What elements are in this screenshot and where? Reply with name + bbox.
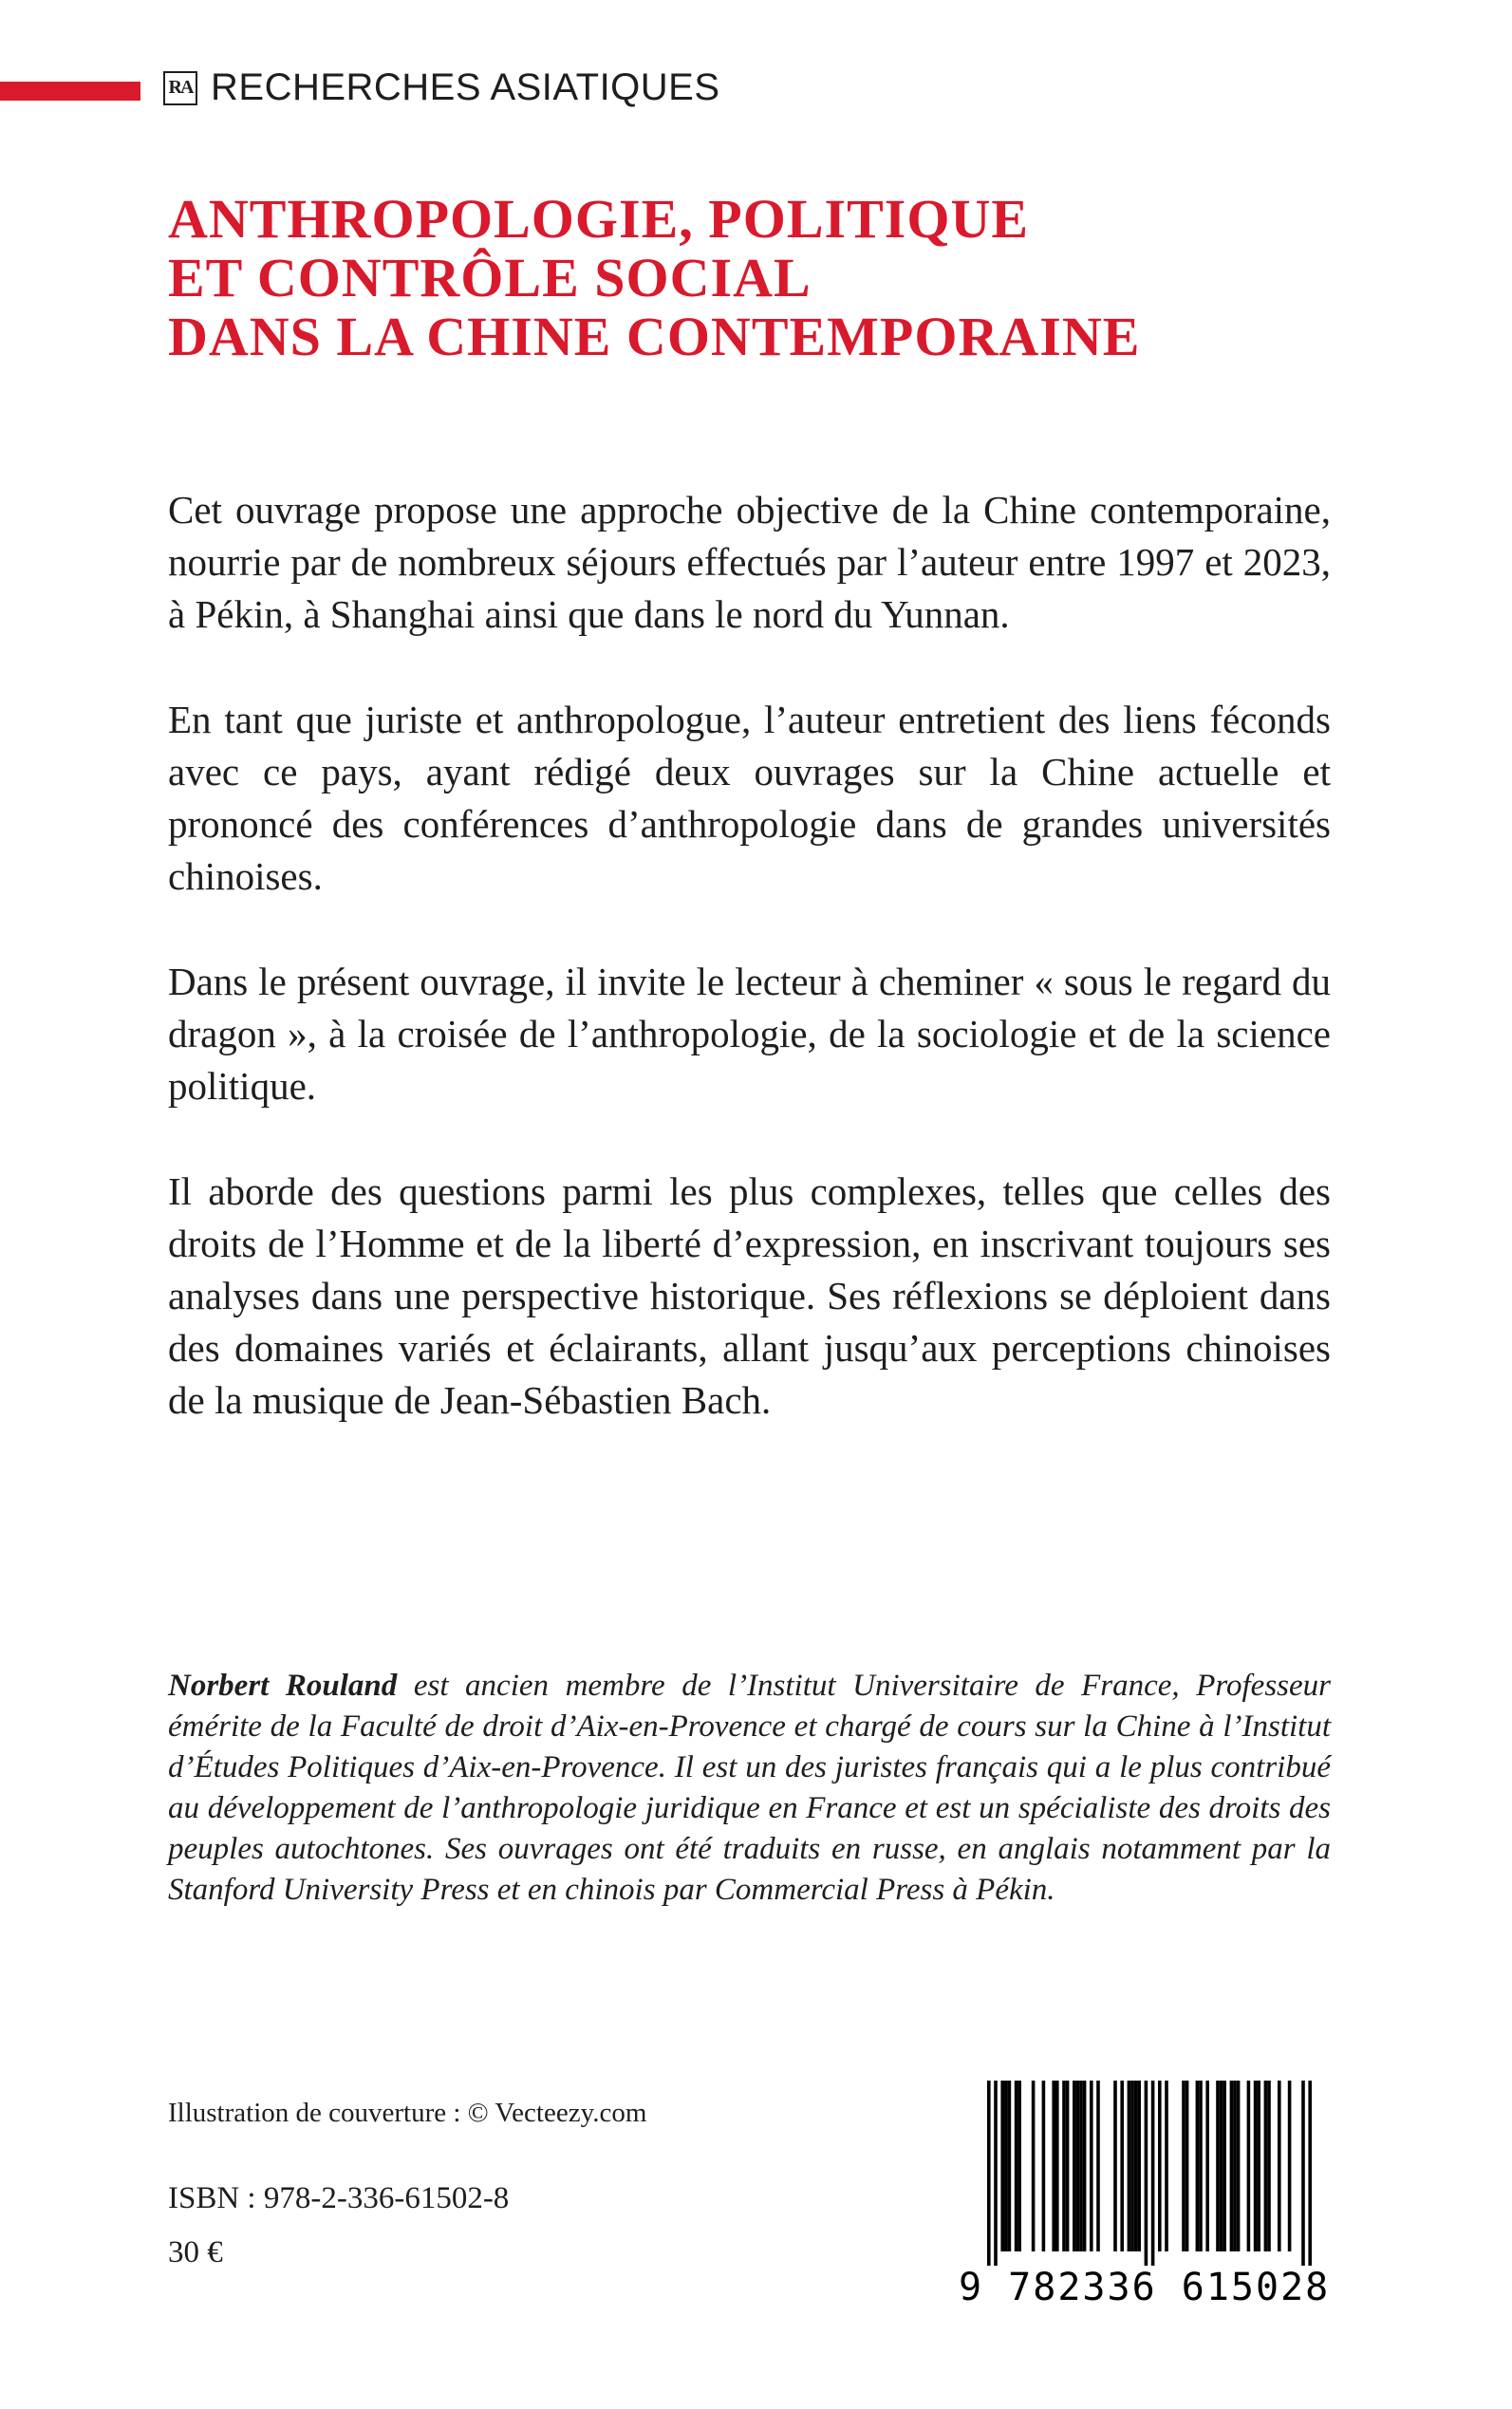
barcode-bar [1182,2081,1185,2251]
isbn: ISBN : 978-2-336-61502-8 [168,2181,510,2215]
summary-paragraph: En tant que juriste et anthropologue, l’auteur entretient des liens féconds avec ce pays, ayant rédigé deux ouvrages sur la Chine actuelle et prononcé des conférences d’anthropologie dans de grandes universités chinoises. [168,698,1331,898]
barcode-bar [1145,2081,1148,2266]
barcode-bar [1158,2081,1162,2251]
barcode-bar [1230,2081,1234,2251]
barcode-bar [1165,2081,1168,2251]
series-header [163,66,720,109]
author-name: Norbert Rouland [168,1669,398,1703]
summary-paragraph: Il aborde des questions parmi les plus complexes, telles que celles des droits de l’Homme et de la liberté d’expression, en inscrivant toujours ses analyses dans une perspective historique. Ses réflexions se déploient dans des domaines variés et éclairants, allant jusqu’aux perceptions chinoises de la musique de Jean-Sébastien Bach. [168,1169,1331,1422]
summary-paragraph: Dans le présent ouvrage, il invite le lecteur à cheminer « sous le regard du dragon », à la croisée de l’anthropologie, de la sociologie et de la science politique. [168,960,1331,1108]
barcode-bar [994,2081,998,2266]
barcode-bar [1151,2081,1155,2266]
barcode-bar [1216,2081,1220,2251]
barcode-bar [1130,2081,1134,2251]
barcode-bar [1017,2081,1021,2251]
barcode-bar [1254,2081,1258,2251]
barcode-bar [1199,2081,1203,2251]
red-accent-bar [0,82,140,101]
barcode-bar [1288,2081,1292,2251]
barcode-bar [1196,2081,1200,2251]
price: 30 € [168,2235,223,2269]
author-bio [168,1666,1331,1911]
barcode-bar [1073,2081,1076,2251]
barcode-bar [1301,2081,1305,2266]
barcode-bar [987,2081,991,2266]
summary-text [168,484,1331,1480]
barcode-bar [1257,2081,1260,2251]
barcode-bar [1233,2081,1237,2251]
barcode-bar [1267,2081,1271,2251]
barcode-bar [1008,2081,1012,2251]
barcode-bar [1205,2081,1209,2251]
barcode-bar [1113,2081,1117,2251]
barcode-bar [1120,2081,1124,2251]
author-bio-text: est ancien membre de l’Institut Universitaire de France, Professeur émérite de la Faculté de droit d’Aix-en-Provence et chargé de cours sur la Chine à l’Institut d’Études Politiques d’Aix-en-Provence. Il est un des juristes français qui a le plus contribué au développement de l’anthropologie juridique en France et est un spécialiste des droits des peuples autochtones. Ses ouvrages ont été traduits en russe, en anglais notamment par la Stanford University Press et en chinois par Commercial Press à Pékin. [168,1669,1331,1907]
barcode-bar [1055,2081,1059,2251]
title-line: ANTHROPOLOGIE, POLITIQUE [168,188,1030,250]
barcode-bar [1076,2081,1080,2251]
barcode-bar [1264,2081,1268,2251]
barcode-bar [1000,2081,1004,2251]
barcode-digits: 9 782336 615028 [959,2266,1331,2309]
barcode-bar [1096,2081,1100,2251]
barcode-bar [1185,2081,1189,2251]
title-line: DANS LA CHINE CONTEMPORAINE [168,306,1141,367]
barcode-bar [1278,2081,1281,2251]
barcode-bar [1237,2081,1241,2251]
barcode-bar [1090,2081,1093,2251]
barcode-bar [1062,2081,1066,2251]
barcode-bars-icon [959,2081,1334,2266]
barcode-bar [1247,2081,1251,2251]
barcode-bar [1066,2081,1070,2251]
barcode-bar [1032,2081,1036,2251]
publisher-logo-icon: RA [163,71,197,105]
barcode-bar [1134,2081,1138,2251]
barcode-bar [1052,2081,1055,2251]
barcode-bar [1137,2081,1141,2251]
barcode [959,2081,1334,2313]
series-name: RECHERCHES ASIATIQUES [211,66,720,108]
barcode-bar [1042,2081,1046,2251]
barcode-bar [1128,2081,1131,2251]
barcode-bar [1220,2081,1223,2251]
title-line: ET CONTRÔLE SOCIAL [168,247,812,308]
barcode-bar [1004,2081,1008,2251]
book-title [168,190,1354,366]
illustration-credit: Illustration de couverture : © Vecteezy.com [168,2098,647,2128]
barcode-bar [1079,2081,1083,2251]
barcode-bar [1223,2081,1226,2251]
summary-paragraph: Cet ouvrage propose une approche objective de la Chine contemporaine, nourrie par de nombreux séjours effectués par l’auteur entre 1997 et 2023, à Pékin, à Shanghai ainsi que dans le nord du Yunnan. [168,488,1331,636]
barcode-bar [1015,2081,1018,2251]
barcode-bar [1308,2081,1312,2266]
barcode-bar [1083,2081,1087,2251]
